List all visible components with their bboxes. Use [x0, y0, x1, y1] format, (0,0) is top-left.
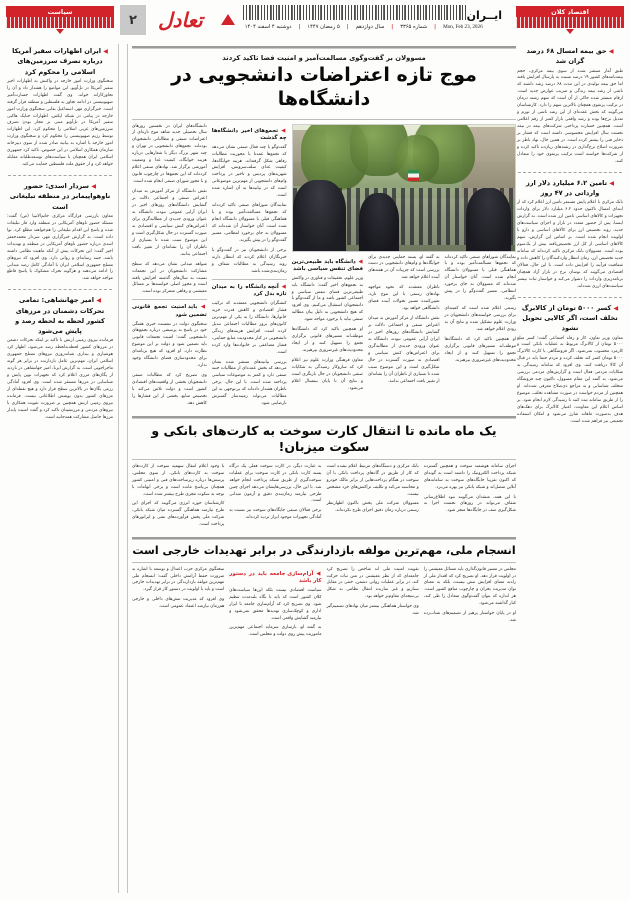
section-tab-right [6, 5, 114, 34]
story3-columns [132, 567, 516, 643]
column-rule-right [118, 44, 119, 893]
story2-column-2 [229, 464, 321, 533]
paragraph: بررسی بیانیه‌های منتشر شده نشان می‌دهد که بخش عمده‌ای از مطالبات جنبه صنفی دارد و کمتر به موضوعات سیاسی پرداخته شده است. با این حال، برخی ناظران هشدار داده‌اند که بی‌توجهی به این مطالبات می‌تواند زمینه‌ساز گسترش نارضایتی شود. [211, 359, 287, 407]
lead-top-rule [132, 46, 516, 49]
dateline-separator-1: | [298, 24, 301, 30]
bullet-icon: ◀ [96, 297, 101, 305]
section-tab-left [516, 5, 624, 34]
lead-column-1 [132, 124, 207, 412]
sidebar-item-us-ambassador[interactable] [6, 46, 114, 169]
paragraph: برخی از دانشجویان نیز در گفت‌وگو با خبرنگاران اعلام کردند که انتظار دارند روند رسیدگی به مطالبات شفاف و زمان‌بندی‌شده باشد. [211, 247, 287, 274]
sidebar-divider [518, 297, 622, 298]
story3-hairline [132, 562, 516, 563]
paragraph: برخی فعالان صنفی جایگاه‌های سوخت نیز نسبت به آمادگی تجهیزات موجود ابراز تردید کرده‌اند. [229, 508, 322, 521]
paragraph: به گفته او، بازسازی سرمایه اجتماعی مهم‌ترین ماموریت پیش روی دولت و مجلس است. [229, 625, 322, 638]
paragraph: نمایندگان شوراهای صنفی تاکید کرده‌اند که تجمع‌ها مسالمت‌آمیز بوده و با هماهنگی قبلی با مسوولان دانشگاه انجام شده است. آنان خواستار آن شده‌اند که مسوولان به جای برخورد انتظامی، مسیر گفت‌وگو را در پیش بگیرند. [444, 254, 516, 302]
sidebar-headline-text: حق بیمه امسال ۶۸ درصد گران شد [526, 47, 607, 66]
sidebar-body: معاون وزیر تعاون، کار و رفاه اجتماعی گفت: کسر مبلغ ۵۰۰۰ تومان از کالابرگ مربوط به عملیات بانکی است و کارمزد محسوب نمی‌شود. اگر فروشگاهی با کارت کالابرگ ۵۰۰۰ تومان کسر کند تخلف کرده و مردم حتما باید در قبال آن کالا دریافت کنند. وی افزود که سامانه رسیدگی به شکایات مردمی فعال است و گزارش‌های مردمی بررسی می‌شود. به گفته این مقام مسوول، تاکنون چند فروشگاه متخلف شناسایی و به مراجع ذی‌صلاح معرفی شده‌اند. او همچنین از مردم خواست در صورت مشاهده تخلف، موضوع را از طریق سامانه ثبت کنند تا رسیدگی لازم انجام شود. بر اساس اعلام این معاونت، اعتبار کالابرگ برای دهک‌های هدف به‌صورت ماهانه شارژ می‌شود و امکان استفاده تجمیعی نیز فراهم شده است. [517, 335, 623, 424]
page-body [0, 44, 630, 899]
subhead-text: آنچه دانشگاه را به میدان تازه بدل کرد [211, 283, 287, 298]
lead-headline: موج تازه اعتراضات دانشجویی در دانشگاه‌ها [171, 64, 477, 110]
paragraph: وی خواستار هماهنگی بیشتر میان نهادهای تصمیم‌گیر شد. [326, 604, 419, 617]
lead-photo [292, 124, 516, 252]
story2-column-4 [424, 464, 516, 533]
paragraph: کارشناسان حوزه انرژی می‌گویند که اجرای این طرح نیازمند هماهنگی گسترده میان شبکه بانکی، شرکت ملی پخش فرآورده‌های نفتی و اپراتورهای پرداخت است. [132, 501, 225, 528]
section-rule-right [6, 17, 114, 28]
paragraph: نمایندگان شوراهای صنفی تاکید کرده‌اند که تجمع‌ها مسالمت‌آمیز بوده و با هماهنگی قبلی با مسوولان دانشگاه انجام شده است. آنان خواستار آن شده‌اند که مسوولان به جای برخورد انتظامی، مسیر گفت‌وگو را در پیش بگیرند. [211, 203, 287, 244]
story3-headline: انسجام ملی، مهم‌ترین مولفه بازدارندگی در برابر تهدیدات خارجی است [132, 544, 516, 558]
brand-logo: تعادل [158, 8, 203, 32]
bullet-icon: ◀ [91, 183, 96, 191]
bullet-icon: ◀ [281, 127, 287, 134]
paragraph: بانک مرکزی و دستگاه‌های مرتبط اعلام نشده است که کار از طریق در گاه‌های پرداخت بانکی با آن سوخت در هنگام پرداخت‌هایی از برابر مالک خودرو و محاسبه می‌کند و تکلیف تراکنش‌های خرد مشخص نیست. [326, 463, 419, 497]
lead-hairline [132, 119, 516, 120]
masthead-center [114, 5, 516, 35]
page-number-box: ۲ [120, 5, 146, 35]
sidebar-item-ration-card[interactable] [516, 303, 624, 426]
photo-foreground-figure [293, 180, 346, 251]
paragraph: نقش دانشگاه از مرکز آموزش به میدان اعتراض صنفی و اجتماعی دلالت بر گشایش دانشگاه‌های روز‌های اخیر در ایران آرایی عمومی نبوده، دانشگاه به عنوان ورودی جدیدی از مطالبه‌گری برای اعتراض‌های کنش سیاسی و اقتصادی به صورت گسترده در حال شکل‌گیری است و این موضوع سبب شده تا بسیاری از ناظران آن را نشانه‌ای از تغییر بافت اجتماعی بدانند. [132, 189, 207, 257]
sidebar-body: بانک مرکزی با اعلام پایش مستمر تامین ارز اعلام کرد که از ابتدای امسال تاکنون حدود ۶.۲ میلیارد دلار برای واردات تجهیزات و کالاهای اساسی تامین ارز شده است. به گزارش ایسنا، پس از حضور متعدد در بازار و اجرای سیاست‌های جدید، روند تخصیص ارز برای کالاهای اساسی و دارو با اولویت انجام شده است. بر اساس این گزارش، سهم کالاهای اساسی از کل ارز تخصیص‌یافته بیش از یک‌سوم بوده است. مسوولان بانک مرکزی تاکید کرده‌اند که سامانه جدید تخصیص ارز، زمان انتظار واردکنندگان را کاهش داده و شفافیت فرآیند را افزایش داده است. با این حال، فعالان اقتصادی می‌گویند که نوسان نرخ در بازار آزاد همچنان برنامه‌ریزی واردات را دشوار می‌کند و خواستار ثبات بیشتر سیاست‌های ارزی شده‌اند. [517, 200, 623, 289]
section-label-macroeconomics: اقتصاد کلان [516, 6, 624, 17]
story3-column-4 [424, 567, 516, 643]
photo-foreground-figure [466, 188, 510, 251]
sidebar-headline-text: کسر ۵۰۰۰ تومان از کالابرگ تخلف است، اگر کالایی تحویل نشود [521, 303, 618, 333]
date-persian: دوشنبه ۴ اسفند ۱۴۰۴ [244, 24, 292, 30]
paragraph: معاون فرهنگی وزارت علوم نیز اعلام کرد که سازوکار رسیدگی به شکایات صنفی دانشجویان در حال بازنگری است و نتایج آن تا پایان نیمسال اعلام می‌شود. [291, 358, 364, 391]
story2-hairline [132, 459, 516, 460]
sidebar-headline-text: سردار اسدی: حضور ناوهواپیمابر در منطقه تبلیغاتی است [9, 182, 111, 211]
sidebar-headline [516, 178, 624, 199]
sidebar-headline [516, 303, 624, 334]
edition-name: ایــران [466, 9, 502, 22]
bullet-icon: ◀ [281, 283, 287, 290]
masthead [0, 0, 630, 44]
bullet-icon: ◀ [613, 304, 619, 312]
bullet-icon: ◀ [608, 48, 614, 55]
sidebar-headline [6, 295, 114, 336]
dateline-separator-2: | [346, 24, 349, 30]
sidebar-item-jahanshahi-borders[interactable] [6, 295, 114, 421]
section-rule-left [516, 17, 624, 28]
lead-subhead-4 [132, 304, 207, 319]
sidebar-divider [8, 175, 112, 176]
lead-columns [132, 124, 516, 412]
paragraph: او همچنین تاکید کرد که دانشگاه‌ها موظف‌اند مسیرهای قانونی برگزاری تجمع را تسهیل کنند و از ایجاد محدودیت‌های غیرضروری بپرهیزند. [444, 336, 516, 363]
barcode-strip-icon [243, 5, 467, 20]
column-divider [212, 279, 287, 280]
story3-tag [229, 571, 321, 586]
paragraph: رسمی اعلام شده است که کمیته‌ای برای بررسی خواسته‌های دانشجویان در وزارت علوم تشکیل شده و نتایج آن به زودی اعلام خواهد شد. [444, 306, 516, 333]
sidebar-headline [6, 181, 114, 212]
lead-column-6 [445, 255, 516, 396]
lead-subhead-1 [212, 128, 287, 143]
paragraph: سخنگوی دولت در نشست خبری هفتگی خود در پاسخ به پرسشی درباره تجمع‌های دانشجویی گفت: امنیت تجمعات قانونی باید تضمین شود و دولت بر این موضوع نظارت دارد. او افزود که هیچ برنامه‌ای برای محدودسازی فضای دانشگاه وجود ندارد. [132, 321, 207, 369]
lead-kicker: مسوولان بر گفت‌وگوی مسالمت‌آمیز و امنیت فضا تاکید کردند [222, 54, 426, 62]
paragraph: او در پایان خواستار پرهیز از تصمیم‌های شتاب‌زده شد. [423, 611, 516, 624]
paragraph: کنشگران دانشجویی معتقدند که ترکیب فشار اقتصادی و کاهش قدرت خرید خانوارها، دانشگاه را به یکی از مهم‌ترین کانون‌های بروز مطالبات اجتماعی تبدیل کرده است. افزایش هزینه‌های زندگی دانشجویی در کنار محدودیت منابع حمایتی، فشار مضاعفی بر خانواده‌ها وارد کرده است. [211, 300, 287, 355]
sidebar-body: فرمانده نیروی زمینی ارتش با تاکید بر اینکه تحرکات دشمن در مرزهای کشور لحظه‌به‌لحظه رصد می‌شود، اظهار کرد هوشیاری و بیداری شبانه‌روزی نیروهای مسلح جمهوری اسلامی ایران، مهم‌ترین عامل بازدارنده در برابر هر گونه ماجراجویی است. به گزارش ایرنا، امیر جهانشاهی در بازدید از یگان‌های مرزی اعلام کرد که تجهیزات نوین پایش و شناسایی در مرزها مستقر شده است. وی افزود آمادگی رزمی یگان‌ها در بالاترین سطح قرار دارد و هیچ نقطه‌ای از مرزهای کشور بدون پوشش اطلاعاتی نیست. فرمانده نیروی زمینی ارتش همچنین بر ضرورت تقویت همکاری با نیروهای مردمی و مرزنشینان تاکید کرد و گفت امنیت پایدار مرزها حاصل مشارکت همه‌جانبه است. [7, 338, 113, 420]
issue-number: شماره ۳۳۶۵ [400, 24, 428, 30]
lead-photo-column [292, 124, 516, 412]
story-national-cohesion [132, 537, 516, 642]
date-hijri: ۵ رمضان ۱۴۴۷ [307, 24, 340, 30]
paragraph: او همچنین تاکید کرد که دانشگاه‌ها موظف‌اند مسیرهای قانونی برگزاری تجمع را تسهیل کنند و از ایجاد محدودیت‌های غیرضروری بپرهیزند. [291, 327, 364, 354]
photo-foreground-figure [359, 193, 399, 251]
sidebar-headline [516, 46, 624, 67]
bullet-icon: ◀ [609, 179, 615, 187]
paragraph: سیاست اقتصادی نیست بلکه این‌ها سیاست‌های کلان کشور است که باید با نگاه بلندمدت تنظیم شود. وی تصریح کرد که آرام‌سازی جامعه با ابزار اداری و کوچک‌سازی تهدیدها محقق نمی‌شود و نیازمند گشایش واقعی است. [229, 587, 322, 621]
story-top-rule [132, 416, 516, 419]
story2-column-3 [327, 464, 419, 533]
sidebar-headline-text: تامین ۶.۲ میلیارد دلار ارز وارداتی در ۴۷ روز [525, 178, 608, 198]
story3-column-2 [229, 567, 321, 643]
main-content [132, 44, 516, 893]
lead-column-5 [368, 255, 439, 396]
lead-column-3 [292, 255, 363, 396]
sidebar-headline-text: ایران اظهارات سفیر آمریکا درباره تصرف سرزمین‌های اسلامی را محکوم کرد [12, 47, 103, 76]
paragraph: با این همه، منتقدان می‌گویند نبود اطلاع‌رسانی شفاف می‌تواند در روزهای نخست اجرا به شکل‌گیری صف در جایگاه‌ها منجر شود. [423, 494, 516, 514]
bullet-icon: ◀ [358, 258, 364, 265]
subhead-text: باید امنیت تجمع قانونی تضمین شود [132, 304, 207, 318]
sidebar-item-insurance-premium[interactable] [516, 46, 624, 166]
paragraph: اجرای سامانه هوشمند سوخت و همچنین گسترده شبکه پرداخت الکترونیک را داشته است به گونه‌ای که اکنون تقریبا جایگاه‌های سوخت به سامانه‌های آنلاین متصل‌اند و شبکه بانکی نیز بهره می‌برد. [423, 463, 516, 490]
paragraph: وی تصریح کرد که مطالبات صنفی دانشجویان بخشی از واقعیت‌های اقتصادی کشور است و دولت تلاش می‌کند با تخصیص منابع، بخشی از این فشارها را کاهش دهد. [132, 373, 207, 406]
dateline-separator-3: | [391, 24, 394, 30]
bullet-icon: ◀ [316, 570, 322, 577]
sidebar-divider [518, 172, 622, 173]
subhead-text: تجمع‌های اخیر دانشگاه‌ها چه گذشت [211, 127, 287, 142]
sidebar-headline-text: امیر جهانشاهی: تمامی تحرکات دشمنان در مرزهای کشور لحظه به لحظه رصد و پایش می‌شود [15, 296, 105, 336]
masthead-center-stack [243, 5, 483, 30]
paragraph: تقویت امنیت ملی اند شاخص را تصریح کرد جامعه‌ای که از نظر معیشتی در متن ثبات حرکت کند، در برابر عملیات روانی دشمن، خنثی در مقابل سناریو و غیر سازنده انتقال نظامی به شکل بی‌نتیجه‌ای مقاوم‌تر خواهد بود. [326, 566, 419, 600]
sidebar-item-asadi-carrier[interactable] [6, 181, 114, 283]
story3-column-3 [327, 567, 419, 643]
sidebar-item-import-currency[interactable] [516, 178, 624, 291]
right-sidebar [6, 44, 114, 893]
dateline [243, 20, 483, 30]
sidebar-headline [6, 46, 114, 77]
tick-strip-icon [516, 17, 624, 28]
story-top-rule [132, 537, 516, 540]
lead-under-photo-columns [292, 255, 516, 396]
story2-columns [132, 464, 516, 533]
bullet-icon: ◀ [103, 48, 108, 55]
story3-column-1 [132, 567, 224, 643]
left-sidebar [516, 44, 624, 893]
triangle-down-icon [566, 29, 574, 34]
paragraph: دانشگاه‌های ایران در نخستین روزهای سال تحصیلی جدید شاهد موج تازه‌ای از اعتراضات صنفی و مطالباتی دانشجویان بوده‌اند. تجمع‌های دانشجویی در تهران و چند شهر بزرگ دیگر با شعارهایی درباره هزینه خوابگاه، کیفیت غذا و وضعیت آموزشی برگزار شد. نهادهای صنفی اعلام کرده‌اند که این تجمع‌ها در چارچوب قانون و با مجوز شورای صنفی انجام شده است. [132, 123, 207, 185]
column-rule-left [127, 44, 128, 893]
sidebar-divider [8, 289, 112, 290]
story3-tag-text: آرام‌سازی جامعه باید در دستور کار باشد [229, 570, 322, 585]
lead-subhead-3 [292, 259, 363, 274]
lead-column-2 [212, 124, 287, 412]
paragraph: به گفته او، بسته حمایتی جدیدی برای خوابگاه‌ها و وام‌های دانشجویی در دست بررسی است که جزییات آن در هفته‌های آینده اعلام خواهد شد. [368, 254, 440, 281]
triangle-down-icon [56, 29, 64, 34]
paragraph: به عبارت دیگر، در کارت سوخت فعلی یک درگاه بسته کارت بانکی در کارت سوخت برای عملیات سوخت‌گیری از طریق شبکه پرداخت انجام خواهد شد. با این حال، بررسی‌هایشان می‌دهد اجرای چنین طرحی نیازمند زمان‌بندی دقیق و آزمون میدانی است. [229, 463, 322, 504]
photo-flag-icon [408, 170, 419, 181]
paragraph: نقش دانشگاه از مرکز آموزش به میدان اعتراض صنفی و اجتماعی دلالت بر گشایش دانشگاه‌های روز‌های اخیر در ایران آرایی عمومی نبوده، دانشگاه به عنوان ورودی جدیدی از مطالبه‌گری برای اعتراض‌های کنش سیاسی و اقتصادی به صورت گسترده در حال شکل‌گیری است و این موضوع سبب شده تا بسیاری از ناظران آن را نشانه‌ای از تغییر بافت اجتماعی بدانند. [368, 316, 440, 384]
paragraph: با وجود اعلام انتقال سهمیه سوخت از کارت‌های سوخت به کارت‌های بانکی، از سوی مجلس، پرسش‌ها درباره زیرساخت‌های فنی و امنیتی کشور همچنان بی‌پاسخ مانده است و برخی ابهامات با توجه به سکوت مجری طرح بیشتر شده است. [132, 463, 225, 497]
paragraph: مسوولان شرکت ملی پخش تاکنون اظهارنظر رسمی درباره زمان دقیق اجرای طرح نکرده‌اند. [326, 501, 419, 514]
tick-strip-icon [6, 17, 114, 28]
story2-column-1 [132, 464, 224, 533]
lead-subhead-2 [212, 284, 287, 299]
sidebar-body: طبق آمار منتشر شده از سوی بیمه مرکزی، حجم بیمه‌نامه‌های کشور ۱۹ درصد نسبت به پارسال افزایش یافته اما حق بیمه تولیدی در این مدت ۶۸ درصد رشد داشته که ناشی از رشد بیمه زندگی و ضریب عوارض جدید است. ارقام منتشر شده حاکی از آن است که سهم رشته درمان در ترکیب پرتفوی همچنان بالاترین سهم را دارد. کارشناسان می‌گویند که بخش عمده‌ای از این رشد ناشی از تورم و تعدیل نرخ‌ها بوده و رشد واقعی بازار کمتر از رقم اعلامی است. همچنین خسارت پرداختی شرکت‌های بیمه در نیمه نخست سال افزایش محسوسی داشته است که فشار بر ذخایر فنی را بیشتر کرده است. در همین حال، نهاد ناظر بر ضرورت اصلاح نرخ‌گذاری در رشته‌های زیان‌ده تاکید کرده و از شرکت‌ها خواسته است ترکیب پرتفوی خود را متعادل کنند. [517, 68, 623, 164]
triangle-up-icon [221, 14, 235, 25]
subhead-text: دانشگاه باید طبیعی‌ترین فضای تنفس سیاسی باشد [291, 258, 364, 273]
story2-headline: یک ماه مانده تا انتقال کارت سوخت به کارت‌های بانکی و سکوت میزبان! [151, 423, 497, 455]
bullet-icon: ◀ [200, 304, 207, 311]
paragraph: ناظران معتقدند که نحوه مواجهه نهادهای رسمی با این موج تازه، تعیین‌کننده مسیر تحولات آینده فضای دانشگاهی خواهد بود. [368, 285, 440, 312]
paragraph: مجلس در مسیر قانون‌گذاری باید مسائل معیشتی را در اولویت قرار دهد. او تصریح کرد که اقتدار ملی از راه‌به معنای افزایش تنش نیست، بلکه به معنای توان مدیریت بحران و چارچوب منافع کشور است. هر اندازه که بتوان گفت‌وگوی متعادل را طی کند، کنار گذاشته می‌شود. [423, 566, 516, 607]
dateline-separator-4: | [434, 24, 437, 30]
paragraph: وی افزود که مدیریت تنش‌های داخلی و خارجی هم‌زمان نیازمند اعتماد عمومی است. [132, 597, 225, 610]
edition-year: سال دوازدهم [355, 24, 385, 30]
paragraph: وزیر علوم، تحقیقات و فناوری در واکنش به تجمع‌های اخیر گفت: دانشگاه باید طبیعی‌ترین فضای تنفس سیاسی و اجتماعی کشور باشد و ما از گفت‌وگو با دانشجویان استقبال می‌کنیم. وی افزود که هیچ دانشجویی به دلیل بیان مطالبه صنفی نباید با برخورد مواجه شود. [291, 275, 364, 323]
sidebar-body: سخنگوی وزارت امور خارجه در واکنش به اظهارات اخیر سفیر آمریکا در تل‌آویو، این مواضع را هشدار داد و آن را تجاوزکارانه خواند. وی گفت اظهارات جسارت‌آمیز صهیونیستی در ادامه تجاوز به فلسطین و منطقه قرار گرفته است. خبرگزاری مهر، اسماعیل بقایی سخنگوی وزارت امور خارجه در پیامی در شبکه ایکس، اظهارات خبایک هاکبی سفیر آمریکا در تل‌آویو مبنی بر مجاز بودن تصرف سرزمین‌های عربی اسلامی را محکوم کرد. این اظهارات توسط رژیم صهیونیستی را محکوم کرد و سخنگوی وزارت امور خارجه با اشاره به بیانیه صادر شده از سوی دبیرخانه سازمان همکاری اسلامی در این خصوص، تاکید کرد جمهوری اسلامی ایران همچنان با سیاست‌های توسعه‌طلبانه مقابله خواهد کرد و از حقوق ملت فلسطین حمایت می‌کند. [7, 78, 113, 168]
paragraph: سخنگوی مرکزی حزب اعتدال و توسعه با اشاره به ضرورت حفظ آرامش داخلی گفت: انسجام ملی مهم‌ترین مولفه بازدارندگی در برابر تهدیدات خارجی است و باید با اولویت در دستور کار قرار گیرد. [132, 566, 225, 593]
section-label-politics: سیاست [6, 6, 114, 17]
paragraph: گفت‌وگو با چند فعال صنفی نشان می‌دهد که تجمع‌ها عمدتا با محوریت مطالبات رفاهی شکل گرفته‌اند. هزینه خوابگاه‌ها، کیفیت غذای سلف‌سرویس، افزایش شهریه‌های پردیس و تاخیر در پرداخت وام‌های دانشجویی از مهم‌ترین موضوعاتی است که در بیانیه‌ها به آن اشاره شده است. [211, 144, 287, 199]
column-divider [132, 299, 207, 300]
date-english: Mon, Feb 23, 2026 [443, 24, 483, 30]
paragraph: شواهد میدانی نشان می‌دهد که سطح مشارکت دانشجویان در این تجمعات نسبت به سال‌های گذشته افزایش یافته است و محور اصلی خواسته‌ها بر مسائل معیشتی و رفاهی متمرکز بوده است. [132, 261, 207, 295]
story-fuel-card [132, 416, 516, 532]
sidebar-body: معاون بازرسی قرارگاه مرکزی خاتم‌الانبیا (ص) گفت: مسئله حضور ناوهای آمریکایی در منطقه وارد فاز تبلیغات شده و پاسخ این اقدام تبلیغاتی را هم‌خواهند مطلع کرد. نوا داده است. به گزارش خبرگزاری مهر، سردار محمدجعفر اسدی درباره حضور ناوهای آمریکایی در منطقه و تهدیدات اخیر گفت: این تحرکات بیش از آنکه ماهیت نظامی داشته باشد، جنبه رسانه‌ای و روانی دارد. وی افزود که نیروهای مسلح جمهوری اسلامی ایران با آمادگی کامل رصد میدانی را ادامه می‌دهند و هرگونه تحرک مشکوک با پاسخ قاطع مواجه خواهد شد. [7, 213, 113, 282]
